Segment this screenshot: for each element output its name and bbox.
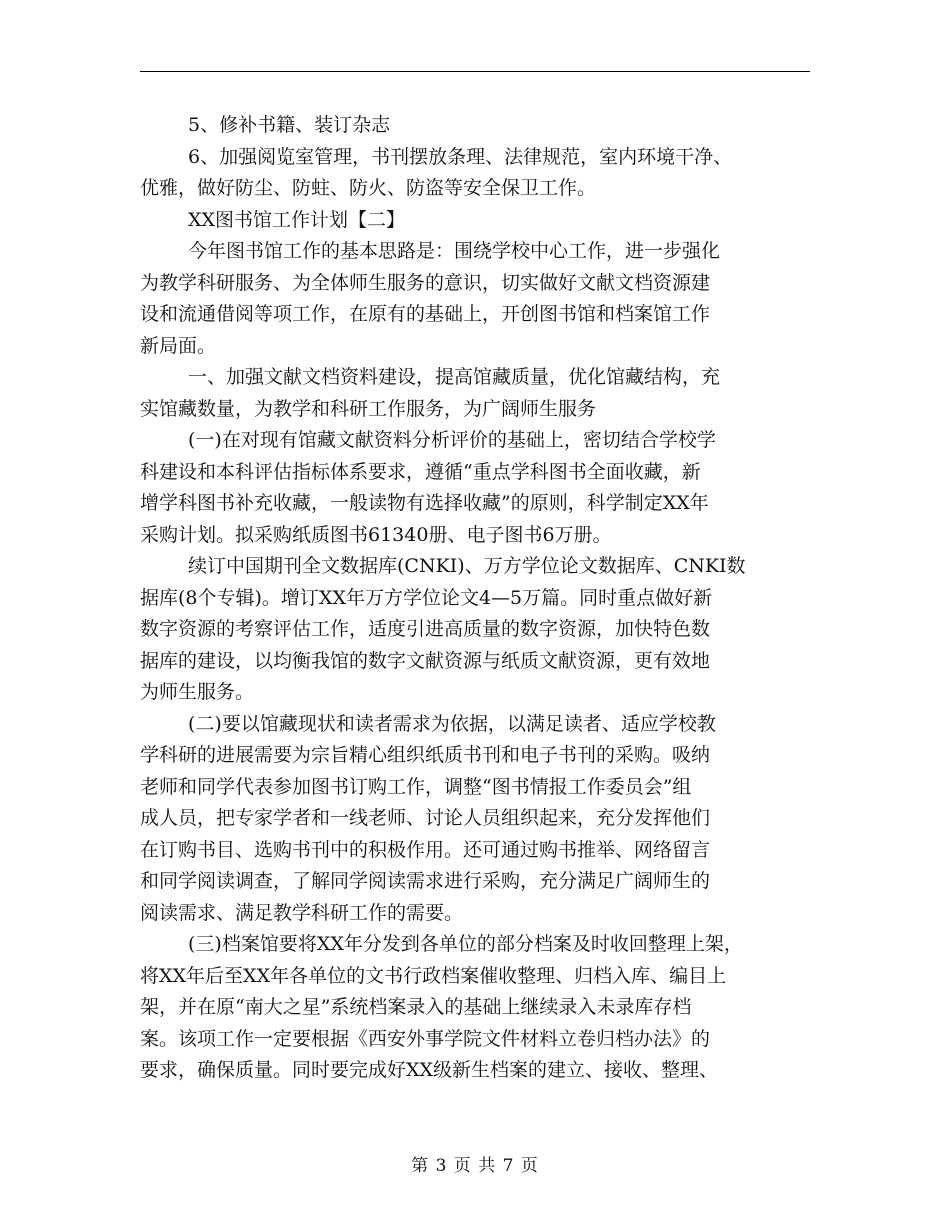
text-line: 增学科图书补充收藏，一般读物有选择收藏”的原则，科学制定XX年 <box>140 492 709 514</box>
text-line: 和同学阅读调查，了解同学阅读需求进行采购，充分满足广阔师生的 <box>140 870 711 892</box>
text-line: 续订中国期刊全文数据库(CNKI)、万方学位论文数据库、CNKI数 <box>188 555 746 577</box>
text-line: 科建设和本科评估指标体系要求，遵循“重点学科图书全面收藏，新 <box>140 460 701 483</box>
text-line: (二)要以馆藏现状和读者需求为依据，以满足读者、适应学校教 <box>188 712 716 735</box>
text-line: 阅读需求、满足教学科研工作的需要。 <box>140 901 464 924</box>
text-line: 今年图书馆工作的基本思路是：围绕学校中心工作，进一步强化 <box>188 240 721 262</box>
text-line: 设和流通借阅等项工作，在原有的基础上，开创图书馆和档案馆工作 <box>140 303 711 325</box>
text-line: 实馆藏数量，为教学和科研工作服务，为广阔师生服务 <box>140 397 597 420</box>
text-line: 6、加强阅览室管理，书刊摆放条理、法律规范，室内环境干净、 <box>188 145 733 168</box>
text-line: 老师和同学代表参加图书订购工作，调整“图书情报工作委员会”组 <box>140 775 692 798</box>
text-line: 学科研的进展需要为宗旨精心组织纸质书刊和电子书刊的采购。吸纳 <box>140 744 711 766</box>
text-line: 据库(8个专辑)。增订XX年万方学位论文4—5万篇。同时重点做好新 <box>140 586 713 609</box>
text-line: 案。该项工作一定要根据《西安外事学院文件材料立卷归档办法》的 <box>140 1027 711 1050</box>
text-line: 5、修补书籍、装订杂志 <box>188 114 391 136</box>
text-line: 为师生服务。 <box>140 681 255 703</box>
text-line: 要求，确保质量。同时要完成好XX级新生档案的建立、接收、整理、 <box>140 1059 719 1081</box>
text-line: 一、加强文献文档资料建设，提高馆藏质量，优化馆藏结构，充 <box>188 366 721 388</box>
text-line: 采购计划。拟采购纸质图书61340册、电子图书6万册。 <box>140 523 612 546</box>
document-body <box>140 110 815 1087</box>
text-line: 优雅，做好防尘、防蛀、防火、防盗等安全保卫工作。 <box>140 177 597 199</box>
text-line: 成人员，把专家学者和一线老师、讨论人员组织起来，充分发挥他们 <box>140 807 711 829</box>
text-line: 架，并在原“南大之星”系统档案录入的基础上继续录入未录库存档 <box>140 996 692 1018</box>
text-line: 数字资源的考察评估工作，适度引进高质量的数字资源，加快特色数 <box>140 618 711 640</box>
section-heading: XX图书馆工作计划【二】 <box>188 208 406 231</box>
text-line: 据库的建设，以均衡我馆的数字文献资源与纸质文献资源，更有效地 <box>140 649 711 672</box>
text-line: (一)在对现有馆藏文献资料分析评价的基础上，密切结合学校学 <box>188 429 716 451</box>
text-line: 在订购书目、选购书刊中的积极作用。还可通过购书推举、网络留言 <box>140 838 711 861</box>
page-number-footer: 第 3 页 共 7 页 <box>411 1156 539 1176</box>
text-line: 新局面。 <box>140 334 217 357</box>
header-rule <box>140 71 810 72</box>
text-line: 将XX年后至XX年各单位的文书行政档案催收整理、归档入库、编目上 <box>140 964 727 987</box>
text-line: (三)档案馆要将XX年分发到各单位的部分档案及时收回整理上架， <box>188 933 743 955</box>
text-line: 为教学科研服务、为全体师生服务的意识，切实做好文献文档资源建 <box>140 271 711 294</box>
